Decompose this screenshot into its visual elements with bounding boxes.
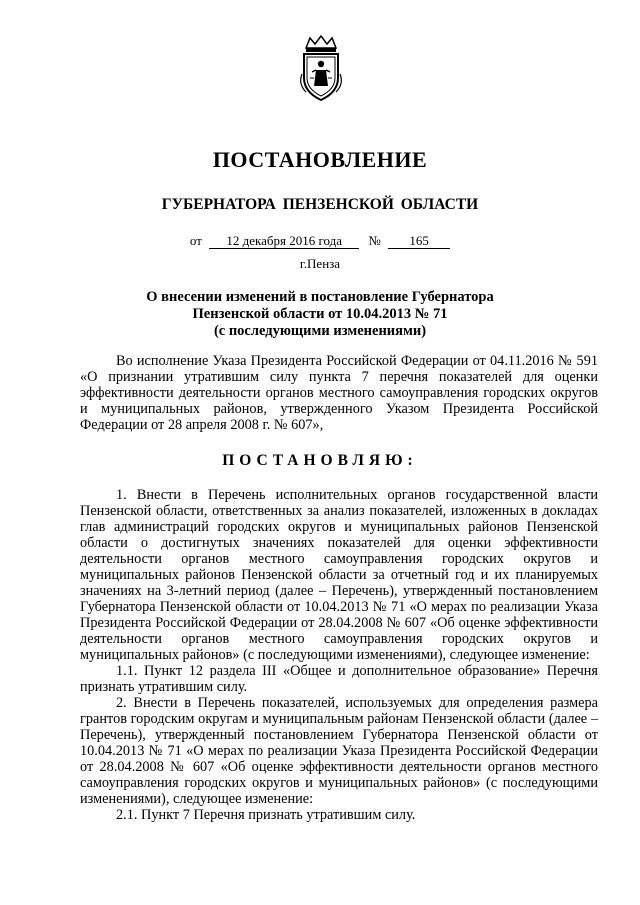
document-heading [120,289,520,340]
date-value: 12 декабря 2016 года [209,234,359,249]
decree-heading: ПОСТАНОВЛЯЮ: [222,452,418,469]
items-section [80,487,598,823]
item-2: 2. Внести в Перечень показателей, используемых для определения размера грантов городским округам и муниципальным районам Пензенской области (далее – Перечень), утвержденный постановлением Губернатора Пензенской области от 10.04.2013 № 71 «О мерах по реализации Указа Президента Российской Федерации от 28.04.2008 № 607 «Об оценке эффективности деятельности органов местного самоуправления городских округов и муниципальных районов» (с последующими изменениями), следующее изменение: [80,695,598,807]
coat-of-arms-icon [296,34,346,104]
heading-line-3: (с последующими изменениями) [213,323,427,339]
item-1: 1. Внести в Перечень исполнительных органов государственной власти Пензенской области, ответственных за анализ показателей, изложенных в докладах глав администраций городских округов и муниципальных районов Пензенской области о достигнутых значениях показателей для оценки эффективности деятельности органов местного самоуправления городских округов и муниципальных районов Пензенской области за отчетный год и их планируемых значениях на 3-летний период (далее – Перечень), утвержденный постановлением Губернатора Пензенской области от 10.04.2013 № 71 «О мерах по реализации Указа Президента Российской Федерации от 28.04.2008 № 607 «Об оценке эффективности деятельности органов местного самоуправления городских округов и муниципальных районов» (с последующими изменениями), следующее изменение: [80,487,598,663]
issuer-title: ГУБЕРНАТОРА ПЕНЗЕНСКОЙ ОБЛАСТИ [161,196,479,213]
intro-section [80,353,598,433]
intro-paragraph: Во исполнение Указа Президента Российской Федерации от 04.11.2016 № 591 «О признании утратившим силу пункта 7 перечня показателей для оценки эффективности деятельности органов местного самоуправления городских округов и муниципальных районов, утвержденного Указом Президента Российской Федерации от 28 апреля 2008 г. № 607», [80,353,598,433]
page-title: ПОСТАНОВЛЕНИЕ [212,147,428,172]
number-value: 165 [388,234,450,249]
item-2-1: 2.1. Пункт 7 Перечня признать утратившим силу. [116,807,416,823]
number-prefix: № [368,233,381,248]
heading-line-1: О внесении изменений в постановление Губернатора [146,289,494,305]
item-1-1: 1.1. Пункт 12 раздела III «Общее и дополнительное образование» Перечня признать утратившим силу. [80,663,598,695]
city-label: г.Пенза [299,256,341,271]
date-line [0,233,640,249]
date-prefix: от [189,233,202,248]
heading-line-2: Пензенской области от 10.04.2013 № 71 [192,306,448,322]
